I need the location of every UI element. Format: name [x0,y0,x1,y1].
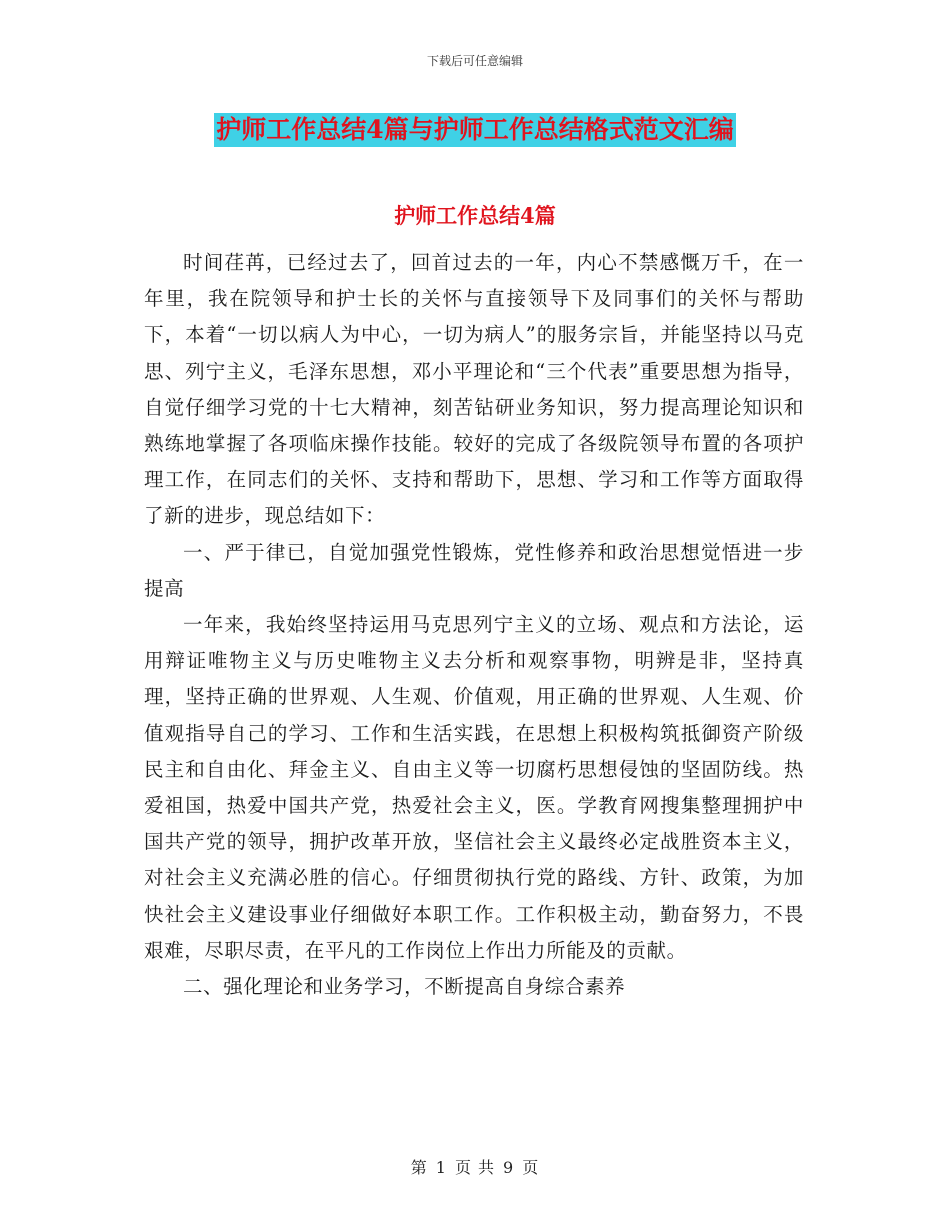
total-pages: 9 [503,1158,515,1177]
page-footer [0,1155,950,1178]
paragraph: 时间荏苒，已经过去了，回首过去的一年，内心不禁感慨万千，在一年里，我在院领导和护士长的关怀与直接领导下及同事们的关怀与帮助下，本着“一切以病人为中心，一切为病人”的服务宗旨，并能坚持以马克思、列宁主义，毛泽东思想，邓小平理论和“三个代表”重要思想为指导，自觉仔细学习党的十七大精神，刻苦钻研业务知识，努力提高理论知识和熟练地掌握了各项临床操作技能。较好的完成了各级院领导布置的各项护理工作，在同志们的关怀、支持和帮助下，思想、学习和工作等方面取得了新的进步，现总结如下： [144,251,804,528]
paragraph-heading: 二、强化理论和业务学习，不断提高自身综合素养 [183,975,626,999]
page-header-note: 下载后可任意编辑 [426,54,523,68]
page-label-middle: 页 共 [454,1158,496,1177]
paragraph: 一年来，我始终坚持运用马克思列宁主义的立场、观点和方法论，运用辩证唯物主义与历史唯物主义去分析和观察事物，明辨是非，坚持真理，坚持正确的世界观、人生观、价值观，用正确的世界观、人生观、价值观指导自己的学习、工作和生活实践，在思想上积极构筑抵御资产阶级民主和自由化、拜金主义、自由主义等一切腐朽思想侵蚀的坚固防线。热爱祖国，热爱中国共产党，热爱社会主义，医。学教育网搜集整理拥护中国共产党的领导，拥护改革开放，坚信社会主义最终必定战胜资本主义，对社会主义充满必胜的信心。仔细贯彻执行党的路线、方针、政策，为加快社会主义建设事业仔细做好本职工作。工作积极主动，勤奋努力，不畏艰难，尽职尽责，在平凡的工作岗位上作出力所能及的贡献。 [144,613,804,962]
page-label-suffix: 页 [522,1158,540,1177]
document-body [144,245,804,1005]
paragraph-heading: 一、严于律已，自觉加强党性锻炼，党性修养和政治思想觉悟进一步提高 [144,540,804,600]
page-number: 1 [435,1158,447,1177]
document-title-container [0,113,950,147]
page-label-prefix: 第 [410,1158,428,1177]
document-title: 护师工作总结4篇与护师工作总结格式范文汇编 [214,113,735,147]
section-title: 护师工作总结4篇 [394,203,556,228]
